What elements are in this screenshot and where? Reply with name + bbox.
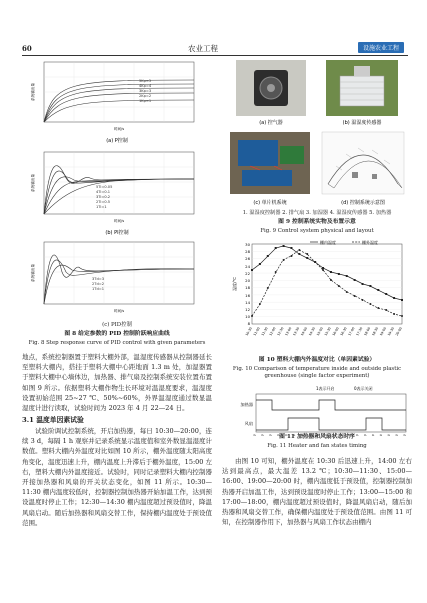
fig9-caption-en: Fig. 9 Control system physical and layout: [260, 228, 374, 234]
fig9-a-caption: (a) 控气器: [259, 120, 283, 126]
f10-xtick: 11:00: [252, 326, 261, 337]
photo-controller: [236, 60, 306, 116]
row-fan-label: 风扇: [244, 421, 253, 426]
f10-xtick: 13:00: [284, 326, 293, 337]
body-left-para1: 地点，系统控制器置于塑料大棚外部，温湿度传感器从控制器延长至塑料大棚内，搭挂于塑料大棚中心距地面 1.3 m 处，加湿器置于塑料大棚中心墙体边，加热器、排气扇及控制系统安装位置布置如图 9 所示。依据塑料大棚作物生长环境对温湿度要求，温湿度设置初始范围 25~27 ℃、50%~60%，外界温湿度通过数显温湿度计进行读取，试验时间为 2023 年 4 月 22—24 日。: [22, 353, 212, 413]
legend-c-2: 1Td=1: [92, 287, 105, 291]
outside-temp-point: [275, 271, 277, 273]
f10-xtick: 17:30: [355, 326, 364, 337]
f10-xtick: 17:00: [347, 326, 356, 337]
figure-11: [222, 384, 412, 436]
fig10-ylabel: 温度/℃: [232, 277, 237, 291]
outside-temp-point: [385, 309, 387, 311]
fig8-c-caption: (c) PID控制: [102, 322, 132, 328]
curve-b2: [44, 179, 194, 214]
f10-xtick: 20:00: [394, 326, 403, 337]
fig9-b-caption: (b) 温湿度传感器: [342, 120, 382, 126]
f10-ytick-0: 30: [245, 242, 250, 247]
f10-ytick-6: 18: [245, 285, 250, 290]
inside-temp-point: [259, 263, 261, 265]
fig8-svg: [22, 58, 212, 338]
f10-xtick: 12:00: [268, 326, 277, 337]
f10-ytick-4: 22: [245, 271, 250, 276]
inside-temp-point: [330, 271, 332, 273]
legend-inside: 棚内温度: [320, 240, 336, 245]
fig8-panel-c: [30, 242, 194, 313]
fig8-b-caption: (b) PI控制: [105, 230, 129, 236]
fig8-caption-en: Fig. 8 Step response curve of PID control with given parameters: [28, 340, 206, 346]
legend-b-0: 5Ti=0.05: [96, 185, 113, 189]
curve-a1: [44, 100, 194, 122]
f10-ytick-7: 16: [245, 293, 250, 298]
fig11-caption-cn: 图 11 加热器和风扇状态时序: [279, 434, 355, 440]
inside-temp-point: [354, 279, 356, 281]
f10-ytick-2: 26: [245, 256, 250, 261]
curve-a4: [44, 84, 194, 122]
f10-xtick: 18:00: [363, 326, 372, 337]
f10-xtick: 15:30: [323, 326, 332, 337]
fig8-b-xlabel: 时间/s: [113, 219, 125, 223]
fig8-a-ylabel: 系统输出量: [31, 83, 35, 101]
fig9-caption-cn: 图 9 控制系统实物及布置示意: [278, 219, 356, 225]
inside-temp-point: [298, 253, 300, 255]
figure-10: [222, 236, 412, 356]
curve-b5: [44, 166, 194, 214]
outside-temp-point: [393, 313, 395, 315]
outside-temp-point: [338, 285, 340, 287]
inside-temp-point: [362, 283, 364, 285]
outside-temp-point: [377, 307, 379, 309]
fig8-c-xlabel: 时间/s: [113, 309, 125, 313]
curve-c3: [44, 255, 194, 304]
fig10-caption-cn: 图 10 塑料大棚内外温度对比（单因素试验）: [258, 357, 376, 363]
f10-xtick: 19:30: [386, 326, 395, 337]
inside-temp-point: [393, 297, 395, 299]
figure-8: [22, 58, 212, 338]
body-left-para2: 试验阶调试控制系统，开启加热器，每日 10:30—20:00，连续 3 d，每隔 1 h 观察并记录系统显示温度值和室外数显温湿度计数值。塑料大棚内外温度对比如图 10 所示，棚外温度随太阳高度角变化，温度迅速上升，棚内温度上升滞后于棚外温度，15:00 左右，塑料大棚内外温度接近。试验时，同时记录塑料大棚内控制器开接加热器和风扇的开关状态变化，如图 11 所示。10:30—11:30 棚内温度较低时，控制器控制加热器开始加温工作，达到预设温度时停止工作；12:30—14:30 棚内温度超过预设值时，降温风扇启动。随后加热器和风扇交替工作，保持棚内温度处于预设值范围。: [22, 427, 212, 527]
inside-temp-point: [290, 247, 292, 249]
outside-temp-point: [314, 261, 316, 263]
legend-b-1: 4Ti=0.1: [96, 190, 111, 194]
legend-c-0: 3Td=3: [92, 277, 105, 281]
outside-temp-point: [306, 253, 308, 255]
outside-temp-point: [362, 299, 364, 301]
outside-temp-point: [267, 287, 269, 289]
outside-temp-point: [283, 259, 285, 261]
legend-off: 0表示关闭: [354, 386, 373, 391]
body-right-para1: 由图 10 可知，棚外温度在 10:30 后迅速上升，14:00 左右达到最高点，最大温差 13.2 ℃；10:30—11:30、15:00—16:00、19:00—20:00 时，棚内温度低于预设值，控制器控制加热器开启加温工作，达到预设温度时停止工作；13:00—15:00 和 17:00—18:00，棚内温度超过预设值时，降温风扇启动，随后加热器和风扇交替工作，确保棚内温度处于预设值范围。由图 11 可知，在控制器作用下，加热器与风扇工作状态由棚内: [222, 457, 412, 527]
outside-temp-point: [298, 249, 300, 251]
outside-temp-point: [369, 303, 371, 305]
fig8-a-xlabel: 时间/s: [113, 127, 125, 131]
layout-diagram: [322, 132, 404, 194]
fig9-legend-line: 1. 温湿度控制器 2. 排气扇 3. 加湿器 4. 温湿度传感器 5. 加热器: [242, 210, 392, 216]
legend-c-1: 2Td=2: [92, 282, 105, 286]
f10-ytick-11: 8: [247, 321, 250, 326]
f10-xtick: 10:30: [244, 326, 253, 337]
outside-temp-point: [259, 303, 261, 305]
section-3-1-title: 3.1 温度单因素试验: [22, 416, 84, 424]
legend-outside: 棚外温度: [362, 240, 378, 245]
photo-sensor: [326, 60, 398, 116]
fig8-panel-a: [30, 62, 194, 131]
f10-ytick-9: 12: [245, 307, 250, 312]
outside-temp-point: [346, 291, 348, 293]
legend-b-3: 2Ti=0.5: [96, 200, 111, 204]
legend-b-2: 3Ti=0.2: [96, 195, 111, 199]
row-heater-label: 加热器: [240, 402, 253, 407]
inside-temp-point: [346, 275, 348, 277]
f10-xtick: 16:00: [331, 326, 340, 337]
outside-temp-line: [252, 250, 402, 316]
page-number: 60: [22, 44, 32, 53]
heater-signal: [256, 400, 406, 410]
curve-c1: [44, 265, 194, 304]
inside-temp-point: [338, 273, 340, 275]
f10-xtick: 19:00: [379, 326, 388, 337]
fig11-svg: [222, 384, 412, 436]
fig8-a-caption: (a) P控制: [106, 138, 128, 144]
fig8-panel-b: [30, 152, 194, 223]
inside-temp-point: [377, 289, 379, 291]
inside-temp-point: [251, 269, 253, 271]
header-rule: [22, 55, 408, 56]
fig11-caption-en: Fig. 11 Heater and fan states timing: [267, 443, 367, 449]
f10-xtick: 15:00: [315, 326, 324, 337]
journal-name: 农业工程: [188, 44, 218, 53]
f10-ytick-10: 10: [245, 314, 250, 319]
f10-ytick-8: 14: [245, 300, 250, 305]
inside-temp-point: [275, 247, 277, 249]
fig8-c-ylabel: 系统输出量: [31, 264, 35, 282]
f10-xtick: 14:30: [307, 326, 317, 337]
fig9-d-caption: (d) 控制系统示意图: [341, 200, 385, 206]
inside-temp-point: [369, 285, 371, 287]
fig10-svg: [222, 236, 412, 356]
legend-a-3: 2Kp=2: [139, 94, 152, 98]
legend-a-1: 4Kp=4: [139, 84, 152, 88]
inside-temp-point: [283, 245, 285, 247]
legend-b-4: 1Ti=1: [96, 205, 107, 209]
outside-temp-point: [354, 295, 356, 297]
f10-xtick: 16:30: [339, 326, 348, 337]
f10-xtick: 14:00: [300, 326, 309, 337]
fig8-caption-cn: 图 8 给定参数的 PID 控制阶跃响应曲线: [64, 331, 170, 337]
f10-ytick-3: 24: [245, 264, 250, 269]
fig8-b-ylabel: 系统输出量: [31, 174, 35, 192]
legend-a-2: 3Kp=3: [139, 89, 152, 93]
legend-a-0: 5Kp=5: [139, 79, 152, 83]
f10-ytick-5: 20: [245, 278, 250, 283]
f10-xtick: 11:30: [260, 326, 269, 337]
inside-temp-point: [385, 293, 387, 295]
inside-temp-point: [267, 255, 269, 257]
inside-temp-point: [322, 267, 324, 269]
outside-temp-point: [330, 279, 332, 281]
fig10-caption-en: Fig. 10 Comparison of temperature inside and outside plastic greenhouse (single factor experiment): [232, 366, 402, 379]
legend-on: 1表示开启: [316, 386, 335, 391]
fan-signal: [256, 418, 406, 430]
f10-ytick-1: 28: [245, 249, 250, 254]
inside-temp-point: [306, 257, 308, 259]
f10-xtick: 18:30: [371, 326, 380, 337]
fig9-c-caption: (c) 单片机系统: [253, 200, 287, 206]
f10-xtick: 13:30: [292, 326, 301, 337]
outside-temp-point: [401, 315, 403, 317]
legend-a-4: 1Kp=1: [139, 99, 152, 103]
outside-temp-point: [251, 315, 253, 317]
section-badge: 设施农业工程: [358, 42, 404, 53]
f10-xtick: 12:30: [276, 326, 285, 337]
outside-temp-point: [322, 269, 324, 271]
photo-mcu: [230, 132, 310, 194]
inside-temp-point: [401, 299, 403, 301]
outside-temp-point: [290, 255, 292, 257]
